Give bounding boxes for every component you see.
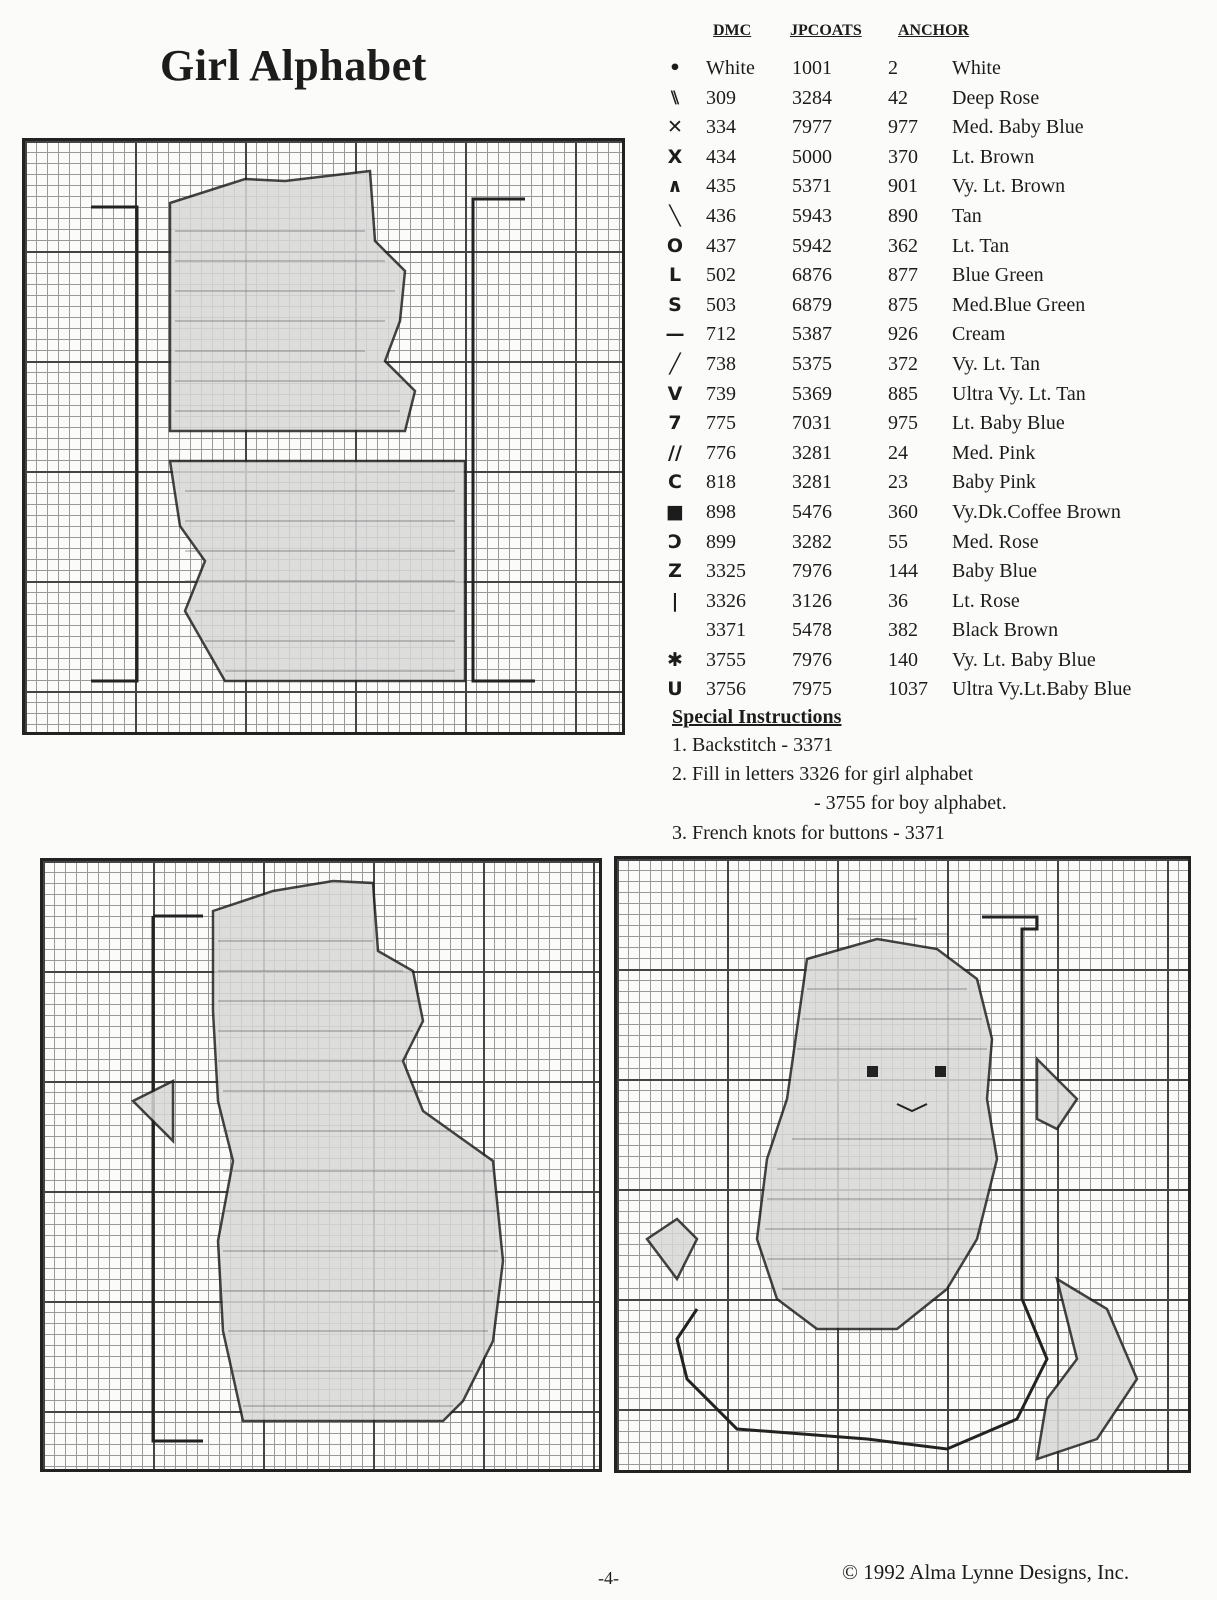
dmc-number: 3325	[706, 560, 746, 583]
stitch-symbol: U	[667, 678, 683, 701]
color-name: Ultra Vy.Lt.Baby Blue	[952, 678, 1132, 701]
jpcoats-number: 5943	[792, 204, 832, 227]
jpcoats-number: 5371	[792, 175, 832, 198]
dmc-number: 776	[706, 441, 736, 464]
legend-row	[660, 172, 1200, 202]
jpcoats-number: 3284	[792, 86, 832, 109]
dmc-number: 3326	[706, 589, 746, 612]
color-name: Blue Green	[952, 264, 1044, 287]
dmc-number: 818	[706, 471, 736, 494]
jpcoats-number: 7977	[792, 116, 832, 139]
legend-row	[660, 143, 1200, 173]
anchor-number: 55	[888, 530, 908, 553]
dmc-number: 738	[706, 352, 736, 375]
page-number: -4-	[598, 1568, 619, 1588]
stitch-symbol: S	[668, 293, 682, 316]
dmc-number: 502	[706, 264, 736, 287]
color-name: Lt. Baby Blue	[952, 412, 1065, 435]
anchor-number: 372	[888, 352, 918, 375]
anchor-number: 975	[888, 412, 918, 435]
color-name: Vy. Lt. Baby Blue	[952, 648, 1096, 671]
page-title: Girl Alphabet	[160, 41, 427, 90]
legend-row	[660, 498, 1200, 528]
legend-row	[660, 439, 1200, 469]
stitch-symbol: X	[667, 145, 683, 168]
dmc-number: 434	[706, 145, 736, 168]
stitch-symbol: ✕	[667, 116, 683, 139]
stitch-symbol: —	[665, 323, 685, 346]
anchor-number: 36	[888, 589, 908, 612]
color-name: Tan	[952, 204, 982, 227]
stitch-symbol: L	[668, 264, 682, 287]
anchor-number: 875	[888, 293, 918, 316]
jpcoats-number: 7976	[792, 648, 832, 671]
legend-row	[660, 350, 1200, 380]
pattern-chart-h	[22, 138, 625, 735]
legend-row	[660, 291, 1200, 321]
legend-row	[660, 528, 1200, 558]
dmc-number: White	[706, 57, 755, 79]
stitch-symbol: ■	[666, 500, 684, 523]
anchor-number: 890	[888, 204, 918, 227]
jpcoats-number: 7975	[792, 678, 832, 701]
bear-j-motif	[617, 859, 1188, 1470]
stitch-symbol: ╱	[669, 352, 681, 375]
anchor-number: 926	[888, 323, 918, 346]
color-name: Med. Pink	[952, 441, 1036, 464]
color-name: Cream	[952, 323, 1006, 346]
legend-row	[660, 557, 1200, 587]
dmc-number: 899	[706, 530, 736, 553]
color-name: Lt. Brown	[952, 145, 1035, 168]
color-name: Baby Blue	[952, 560, 1037, 583]
legend-row	[660, 232, 1200, 262]
color-name: Vy. Lt. Brown	[952, 175, 1066, 198]
stitch-symbol: Ↄ	[668, 530, 682, 553]
stitch-symbol: ∧	[667, 175, 683, 198]
jpcoats-number: 3281	[792, 441, 832, 464]
anchor-number: 1037	[888, 678, 928, 701]
dmc-number: 712	[706, 323, 736, 346]
dmc-number: 775	[706, 412, 736, 435]
legend-row	[660, 202, 1200, 232]
jpcoats-number: 6879	[792, 293, 832, 316]
legend-row	[660, 675, 1200, 705]
stitch-symbol: |	[671, 589, 679, 612]
color-name: Ultra Vy. Lt. Tan	[952, 382, 1086, 405]
instruction-item: 1. Backstitch - 3371	[672, 734, 834, 756]
legend-row	[660, 616, 1200, 646]
header-anchor: ANCHOR	[898, 22, 970, 39]
header-jpcoats: JPCOATS	[790, 22, 862, 39]
color-name: Vy. Lt. Tan	[952, 352, 1041, 375]
special-instructions-heading: Special Instructions	[672, 706, 842, 728]
bear-i-motif	[43, 861, 599, 1469]
legend-row	[660, 54, 1200, 84]
jpcoats-number: 3126	[792, 589, 832, 612]
color-name: Med. Rose	[952, 530, 1039, 553]
color-name: Lt. Tan	[952, 234, 1010, 257]
anchor-number: 23	[888, 471, 908, 494]
dmc-number: 3755	[706, 648, 746, 671]
copyright-notice: © 1992 Alma Lynne Designs, Inc.	[842, 1560, 1130, 1584]
stitch-symbol: •	[668, 57, 682, 79]
anchor-number: 362	[888, 234, 918, 257]
pattern-chart-i	[40, 858, 602, 1472]
stitch-symbol: V	[667, 382, 683, 405]
stitch-symbol: Z	[668, 560, 682, 583]
instruction-item: 3. French knots for buttons - 3371	[672, 822, 945, 844]
color-key-legend	[660, 54, 1200, 705]
color-name: Med. Baby Blue	[952, 116, 1084, 139]
dmc-number: 898	[706, 500, 736, 523]
color-name: Deep Rose	[952, 86, 1040, 109]
pattern-chart-j	[614, 856, 1191, 1473]
color-name: Black Brown	[952, 619, 1059, 642]
dmc-number: 435	[706, 175, 736, 198]
color-name: Vy.Dk.Coffee Brown	[952, 500, 1121, 523]
legend-row	[660, 409, 1200, 439]
jpcoats-number: 3282	[792, 530, 832, 553]
dmc-number: 739	[706, 382, 736, 405]
anchor-number: 24	[888, 441, 908, 464]
jpcoats-number: 5478	[792, 619, 832, 642]
jpcoats-number: 7976	[792, 560, 832, 583]
anchor-number: 140	[888, 648, 918, 671]
dmc-number: 437	[706, 234, 736, 257]
anchor-number: 382	[888, 619, 918, 642]
jpcoats-number: 3281	[792, 471, 832, 494]
stitch-symbol: //	[668, 441, 682, 464]
jpcoats-number: 6876	[792, 264, 832, 287]
anchor-number: 42	[888, 86, 908, 109]
dmc-number: 3371	[706, 619, 746, 642]
anchor-number: 885	[888, 382, 918, 405]
dmc-number: 503	[706, 293, 736, 316]
stitch-symbol: 7	[668, 412, 682, 435]
instruction-item: 2. Fill in letters 3326 for girl alphabet	[672, 763, 974, 785]
jpcoats-number: 5369	[792, 382, 832, 405]
jpcoats-number: 5942	[792, 234, 832, 257]
header-dmc: DMC	[713, 22, 752, 39]
stitch-symbol: C	[668, 471, 682, 494]
legend-row	[660, 320, 1200, 350]
legend-row	[660, 468, 1200, 498]
stitch-symbol: ✱	[667, 648, 683, 671]
legend-row	[660, 587, 1200, 617]
jpcoats-number: 7031	[792, 412, 832, 435]
color-name: White	[952, 57, 1001, 79]
anchor-number: 901	[888, 175, 918, 198]
jpcoats-number: 5000	[792, 145, 832, 168]
anchor-number: 2	[888, 57, 898, 79]
dmc-number: 334	[706, 116, 736, 139]
stitch-symbol: ╲	[669, 204, 681, 227]
legend-row	[660, 84, 1200, 114]
color-name: Baby Pink	[952, 471, 1036, 494]
stitch-symbol: O	[666, 234, 684, 257]
instruction-item: - 3755 for boy alphabet.	[814, 792, 1007, 814]
jpcoats-number: 5375	[792, 352, 832, 375]
dmc-number: 3756	[706, 678, 746, 701]
anchor-number: 360	[888, 500, 918, 523]
color-name: Med.Blue Green	[952, 293, 1086, 316]
legend-row	[660, 380, 1200, 410]
jpcoats-number: 1001	[792, 57, 832, 79]
anchor-number: 144	[888, 560, 918, 583]
dmc-number: 309	[706, 86, 736, 109]
legend-row	[660, 113, 1200, 143]
anchor-number: 877	[888, 264, 918, 287]
anchor-number: 370	[888, 145, 918, 168]
legend-row	[660, 646, 1200, 676]
dmc-number: 436	[706, 204, 736, 227]
legend-row	[660, 261, 1200, 291]
stitch-symbol: ⑊	[669, 86, 681, 109]
anchor-number: 977	[888, 116, 918, 139]
jpcoats-number: 5476	[792, 500, 832, 523]
color-name: Lt. Rose	[952, 589, 1020, 612]
bear-h-motif	[25, 141, 622, 732]
jpcoats-number: 5387	[792, 323, 832, 346]
